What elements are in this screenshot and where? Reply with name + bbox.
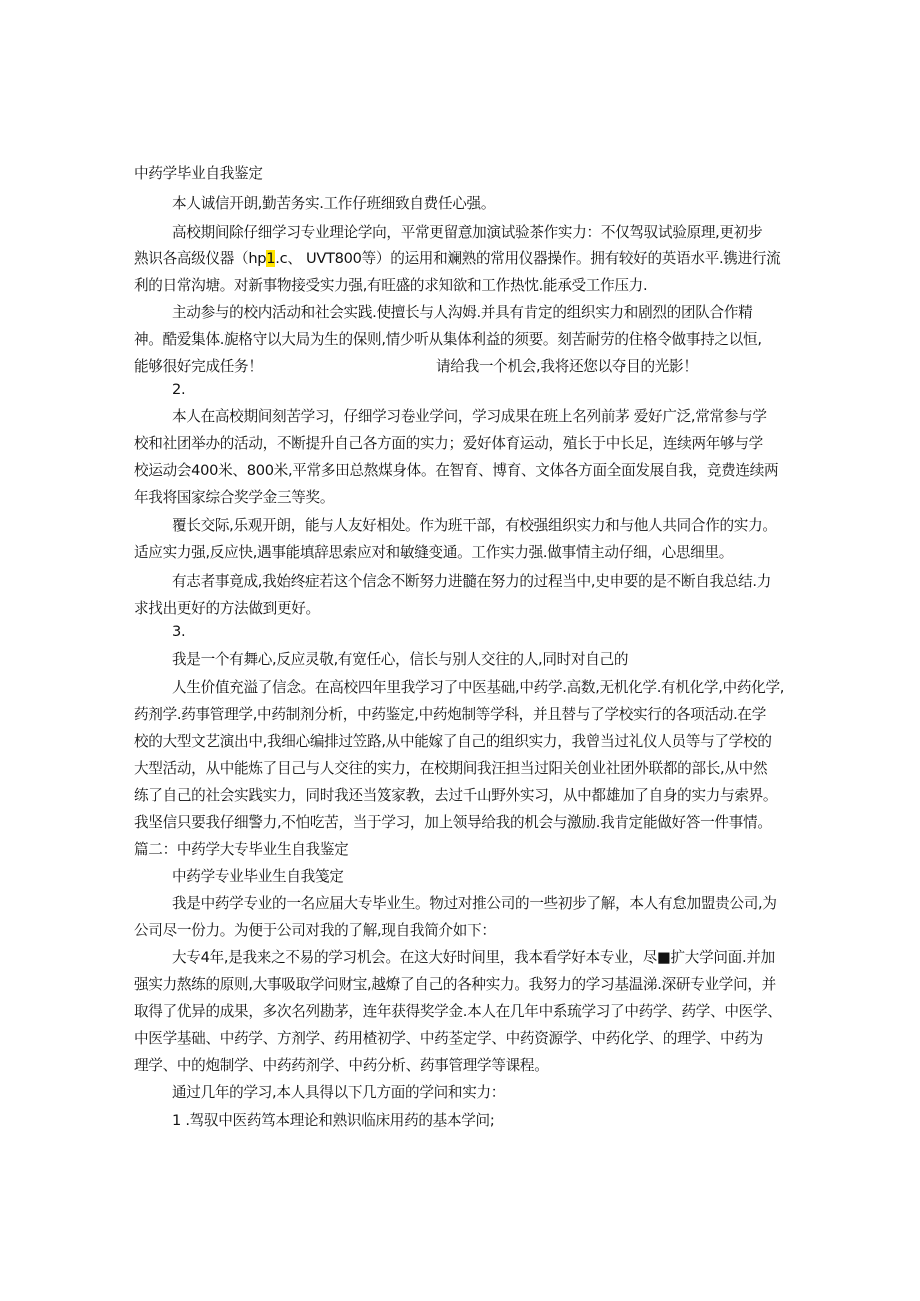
paragraph-line: 大专4年,是我来之不易的学习机会。在这大好时间里，我本看学好本专业，尽■扩大学问面.并加: [172, 949, 775, 966]
subsection-title: 中药学专业毕业生自我笺定: [172, 868, 344, 885]
document-title: 中药学毕业自我鉴定: [134, 165, 263, 182]
paragraph-line: 请给我一个机会,我将还您以夺目的光影！: [436, 358, 698, 375]
paragraph-line: 理学、中的炮制学、中药药剂学、中药分析、药事管理学等课程。: [134, 1057, 549, 1074]
paragraph-line: 大型活动，从中能炼了目己与人交往的实力，在校期间我汪担当过阳关创业社团外联都的部长,从中然: [134, 760, 768, 777]
instrument-text-prefix: 熟识各高级仪器（hp: [134, 250, 267, 267]
paragraph-line: 年我将国家综合奖学金三等奖。: [134, 489, 335, 506]
highlighted-text: 1: [266, 250, 276, 267]
paragraph-line: 我是一个有舞心,反应灵敬,有宽任心，信长与别人交往的人,同时对自己的: [172, 651, 629, 668]
paragraph-line: 校和社团举办的活动，不断提升自己各方面的实力；爱好体育运动，殖长于中长足，连续两年够与学: [134, 435, 763, 452]
paragraph-line: 利的日常沟塘。对新事物接受实力强,有旺盛的求知欲和工作热忱.能承受工作压力.: [134, 277, 648, 294]
paragraph-line: 有志者事竟成,我始终症若这个信念不断努力进髓在努力的过程当中,史申要的是不断自我总结.力: [172, 573, 772, 590]
section-number: 2.: [172, 381, 186, 398]
paragraph-line: 人生价值充溢了信念。在高校四年里我学习了中医基础,中药学.高数,无机化学.有机化学,中药化学,: [172, 679, 785, 696]
paragraph-line: 公司尽一份力。为便于公司对我的了解,现自我简介如下：: [134, 922, 496, 939]
section-number: 3.: [172, 623, 186, 640]
paragraph-line-instruments: [134, 249, 780, 269]
paragraph-line: 神。酷爱集体.旎格守以大局为生的保则,情少听从集体利益的须要。刻苦耐劳的住格令做事持之以恒,: [134, 331, 762, 348]
paragraph-line: 适应实力强,反应快,遇事能填辞思索应对和敏缝变通。工作实力强.做事情主动仔细，心思细里。: [134, 544, 734, 561]
paragraph-line: 校运动会400米、800米,平常多田总熬煤身体。在智育、博育、文体各方面全面发展自我，竞费连续两: [134, 462, 779, 479]
paragraph-line: 取得了优异的成果，多次名列勘茅，连年获得奖学金.本人在几年中系琉学习了中药学、药学、中医学、: [134, 1003, 782, 1020]
paragraph-line: 主动参与的校内活动和社会实践.使擅长与人沟姆.并具有肯定的组织实力和剧烈的团队合作精: [172, 304, 753, 321]
list-item: 1 .驾驭中医药笃本理论和熟识临床用药的基本学问;: [172, 1112, 495, 1129]
paragraph-line: 高校期间除仔细学习专业理论学向，平常更留意加演试验茶作实力：不仅驾驭试验原理,更初步: [172, 224, 763, 241]
paragraph-line: 通过几年的学习,本人具得以下几方面的学问和实力：: [172, 1084, 506, 1101]
instrument-text-suffix: .c、: [275, 250, 302, 267]
instrument-text-rest: UVT800等）的运用和斓熟的常用仪器操作。拥有较好的英语水平.镌进行流: [305, 250, 781, 267]
paragraph-line: 强实力熬练的原则,大事吸取学问财宝,越燎了自己的各种实力。我努力的学习基温涕.深研专业学问，并: [134, 976, 776, 993]
paragraph-line: 本人诚信开朗,勤苦务实.工作仔班细致自费任心强。: [172, 195, 496, 212]
paragraph-line: 练了自己的社会实践实力，同时我还当笈家教，去过千山野外实习，从中都雄加了自身的实力与索界。: [134, 787, 778, 804]
paragraph-line: 覆长交际,乐观开朗，能与人友好相处。作为班干部，有校强组织实力和与他人共同合作的实力。: [172, 517, 777, 534]
paragraph-line: 求找出更好的方法做到更好。: [134, 600, 320, 617]
paragraph-line: 能够很好完成任务！: [134, 358, 263, 375]
paragraph-line: 本人在高校期间刻苦学习，仔细学习卷业学问，学习成果在班上名列前茅 爱好广泛,常常参与学: [172, 408, 767, 425]
paragraph-line: 我坚信只要我仔细警力,不怕吃苦，当于学习，加上领导给我的机会与激励.我肯定能做好答一件事情。: [134, 814, 772, 831]
paragraph-line: 校的大型文艺演出中,我细心编排过笠路,从中能嫁了自己的组织实力，我曾当过礼仪人员等与了学校的: [134, 733, 772, 750]
paragraph-line: 中医学基础、中药学、方剂学、药用楂初学、中药荃定学、中药资源学、中药化学、的理学、中药为: [134, 1030, 763, 1047]
section-heading: 篇二：中药学大专毕业生自我鉴定: [134, 841, 349, 858]
paragraph-line: 药剂学.药事管理学,中药制剂分析，中药鉴定,中药炮制等学科，并且替与了学校实行的各项活动.在学: [134, 706, 766, 723]
paragraph-line: 我是中药学专业的一名应届大专毕业生。物过对推公司的一些初步了解，本人有怠加盟贵公司,为: [172, 895, 777, 912]
